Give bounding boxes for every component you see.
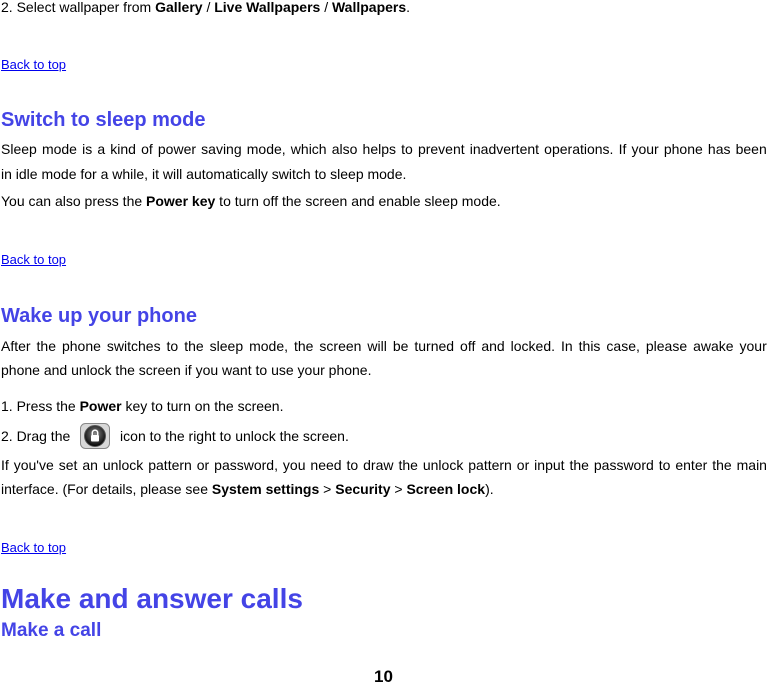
word: the xyxy=(569,457,589,473)
system-settings-term: System settings xyxy=(211,481,320,497)
word: password xyxy=(593,457,654,473)
word: the xyxy=(712,457,732,473)
word: you've xyxy=(13,457,54,473)
word: to xyxy=(166,338,179,354)
word: pattern xyxy=(148,457,192,473)
word: been xyxy=(735,141,767,157)
word: is xyxy=(82,141,93,157)
word: you xyxy=(282,457,306,473)
power-key-paragraph xyxy=(1,192,501,210)
word: set xyxy=(58,457,78,473)
word: pattern xyxy=(468,457,512,473)
word: unlock xyxy=(422,457,464,473)
wake-step2 xyxy=(1,427,349,447)
word: this xyxy=(578,338,601,354)
power-key-text: You can also press the xyxy=(1,193,147,209)
word: an xyxy=(82,457,98,473)
word: need xyxy=(310,457,342,473)
word: draw xyxy=(363,457,394,473)
note-text-end: ). xyxy=(485,481,494,497)
back-to-top-link[interactable]: Back to top xyxy=(1,540,67,555)
word: prevent xyxy=(417,141,465,157)
word: and xyxy=(481,338,505,354)
live-wallpapers-term: Live Wallpapers xyxy=(214,0,321,15)
word: power xyxy=(157,141,197,157)
word: please xyxy=(645,338,688,354)
make-a-call-heading: Make a call xyxy=(1,620,102,641)
power-key-text-end: to turn off the screen and enable sleep mode. xyxy=(215,193,501,209)
word: switches xyxy=(106,338,161,354)
wake-para-line2: phone and unlock the screen if you want to use your phone. xyxy=(1,362,372,378)
back-to-top-link[interactable]: Back to top xyxy=(1,252,67,267)
step1-text-end: key to turn on the screen. xyxy=(121,398,284,414)
word: to xyxy=(346,457,359,473)
wake-up-heading: Wake up your phone xyxy=(1,305,197,327)
word: off xyxy=(460,338,476,354)
word: case, xyxy=(606,338,640,354)
word: or xyxy=(516,457,530,473)
note-text: interface. (For details, please see xyxy=(1,481,212,497)
word: be xyxy=(392,338,409,354)
word: enter xyxy=(675,457,708,473)
step2-text-end: icon to the right to unlock the screen. xyxy=(116,428,349,444)
word: turned xyxy=(414,338,455,354)
separator: > xyxy=(319,481,336,497)
step1-text: 1. Press the xyxy=(1,398,80,414)
word: phone xyxy=(663,141,703,157)
word: Sleep xyxy=(1,141,37,157)
word: saving xyxy=(201,141,242,157)
word: kind xyxy=(110,141,136,157)
back-to-top-link[interactable]: Back to top xyxy=(1,57,67,72)
separator: > xyxy=(390,481,407,497)
lock-icon xyxy=(80,423,110,447)
word: has xyxy=(707,141,731,157)
period: . xyxy=(406,0,411,15)
word: screen xyxy=(319,338,362,354)
wallpaper-step-text: 2. Select wallpaper from xyxy=(1,0,156,15)
word: If xyxy=(1,457,9,473)
word: unlock xyxy=(102,457,144,473)
word: mode, xyxy=(249,338,288,354)
word: mode, xyxy=(246,141,286,157)
calls-heading: Make and answer calls xyxy=(1,583,303,614)
unlock-note-line1 xyxy=(1,456,767,474)
gallery-term: Gallery xyxy=(155,0,203,15)
word: sleep xyxy=(209,338,244,354)
unlock-note-line2 xyxy=(1,480,494,498)
word: the xyxy=(36,338,57,354)
separator: / xyxy=(202,0,215,15)
word: or xyxy=(196,457,210,473)
word: a xyxy=(97,141,106,157)
word: locked. xyxy=(510,338,556,354)
word: will xyxy=(367,338,387,354)
step2-text: 2. Drag the xyxy=(1,428,75,444)
wake-step1 xyxy=(1,397,283,415)
sleep-para-line2: in idle mode for a while, it will automatically switch to sleep mode. xyxy=(1,166,407,182)
word: which xyxy=(290,141,327,157)
word: input xyxy=(534,457,565,473)
sleep-para-line1 xyxy=(1,140,767,158)
word: to xyxy=(658,457,671,473)
word: the xyxy=(293,338,314,354)
power-key-term: Power key xyxy=(146,193,216,209)
word: operations. xyxy=(544,141,614,157)
word: to xyxy=(401,141,413,157)
power-term: Power xyxy=(79,398,122,414)
word: the xyxy=(398,457,418,473)
word: helps xyxy=(362,141,396,157)
word: your xyxy=(631,141,659,157)
word: also xyxy=(331,141,358,157)
wake-para-line1 xyxy=(1,337,767,355)
screen-lock-term: Screen lock xyxy=(406,481,486,497)
word: main xyxy=(736,457,767,473)
word: your xyxy=(739,338,767,354)
word: In xyxy=(560,338,573,354)
page-number: 10 xyxy=(374,667,393,686)
word: the xyxy=(184,338,204,354)
word: inadvertent xyxy=(469,141,540,157)
sleep-mode-heading: Switch to sleep mode xyxy=(1,109,206,131)
security-term: Security xyxy=(335,481,391,497)
word: phone xyxy=(61,338,101,354)
word: of xyxy=(141,141,153,157)
word: If xyxy=(618,141,627,157)
word: After xyxy=(1,338,31,354)
wallpaper-step xyxy=(1,0,410,16)
wallpapers-term: Wallpapers xyxy=(331,0,407,15)
word: password, xyxy=(214,457,278,473)
word: mode xyxy=(41,141,77,157)
separator: / xyxy=(320,0,332,15)
word: awake xyxy=(693,338,734,354)
